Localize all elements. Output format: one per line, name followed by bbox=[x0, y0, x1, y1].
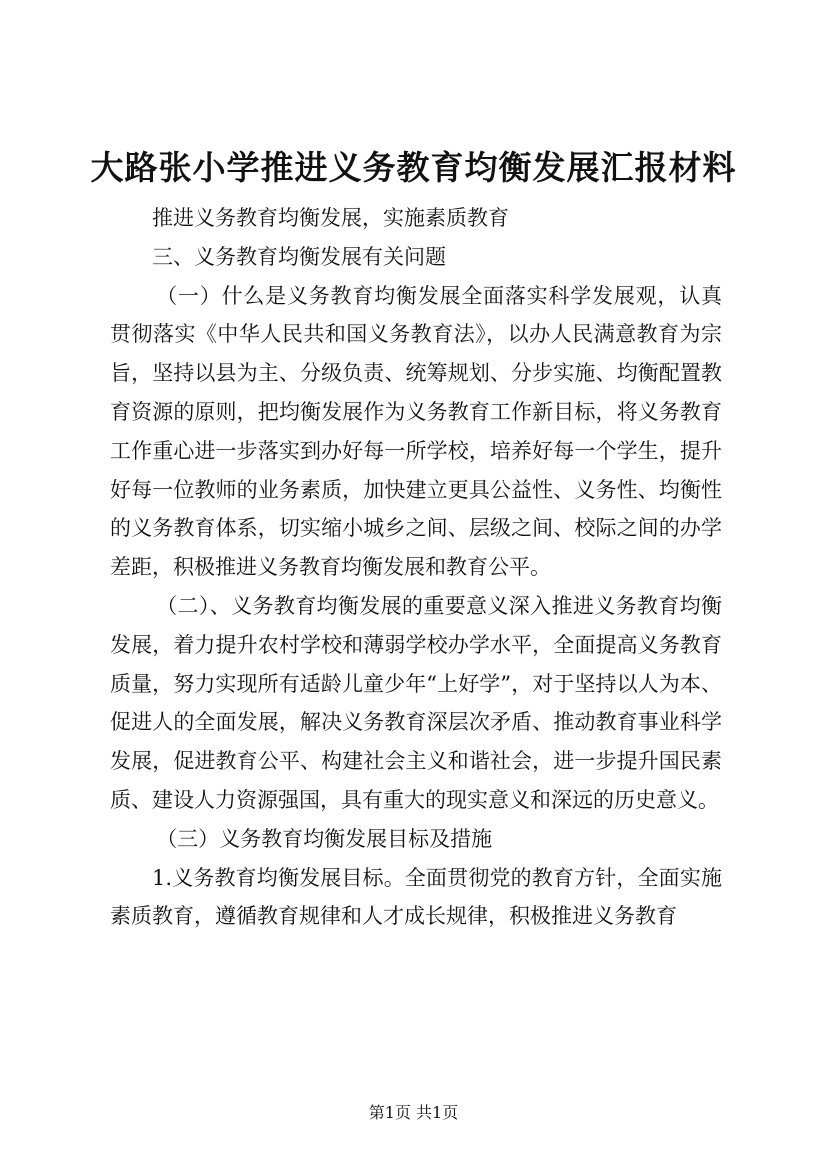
paragraph-importance: （二）、义务教育均衡发展的重要意义深入推进义务教育均衡发展，着力提升农村学校和薄弱学校办学水平，全面提高义务教育质量，努力实现所有适龄儿童少年“上好学”，对于坚持以人为本、促进人的全面发展，解决义务教育深层次矛盾、推动教育事业科学发展，促进教育公平、构建社会主义和谐社会，进一步提升国民素质、建设人力资源强国，具有重大的现实意义和深远的历史意义。 bbox=[110, 593, 722, 812]
paragraph-what-is-balanced-development: （一）什么是义务教育均衡发展全面落实科学发展观，认真贯彻落实《中华人民共和国义务教育法》，以办人民满意教育为宗旨，坚持以县为主、分级负责、统筹规划、分步实施、均衡配置教育资源的原则，把均衡发展作为义务教育工作新目标，将义务教育工作重心进一步落实到办好每一所学校，培养好每一个学生，提升好每一位教师的业务素质，加快建立更具公益性、义务性、均衡性的义务教育体系，切实缩小城乡之间、层级之间、校际之间的办学差距，积极推进义务教育均衡发展和教育公平。 bbox=[110, 283, 722, 580]
document-body bbox=[110, 199, 722, 936]
paragraph-goals: 1.义务教育均衡发展目标。全面贯彻党的教育方针，全面实施素质教育，遵循教育规律和人才成长规律，积极推进义务教育 bbox=[110, 865, 722, 929]
paragraph-section-heading: 三、义务教育均衡发展有关问题 bbox=[152, 244, 446, 269]
page-footer: 第1页 共1页 bbox=[368, 1103, 459, 1122]
document-title: 大路张小学推进义务教育均衡发展汇报材料 bbox=[90, 148, 737, 187]
paragraph-goals-heading: （三）义务教育均衡发展目标及措施 bbox=[156, 826, 493, 851]
paragraph-subtitle: 推进义务教育均衡发展，实施素质教育 bbox=[152, 206, 509, 230]
